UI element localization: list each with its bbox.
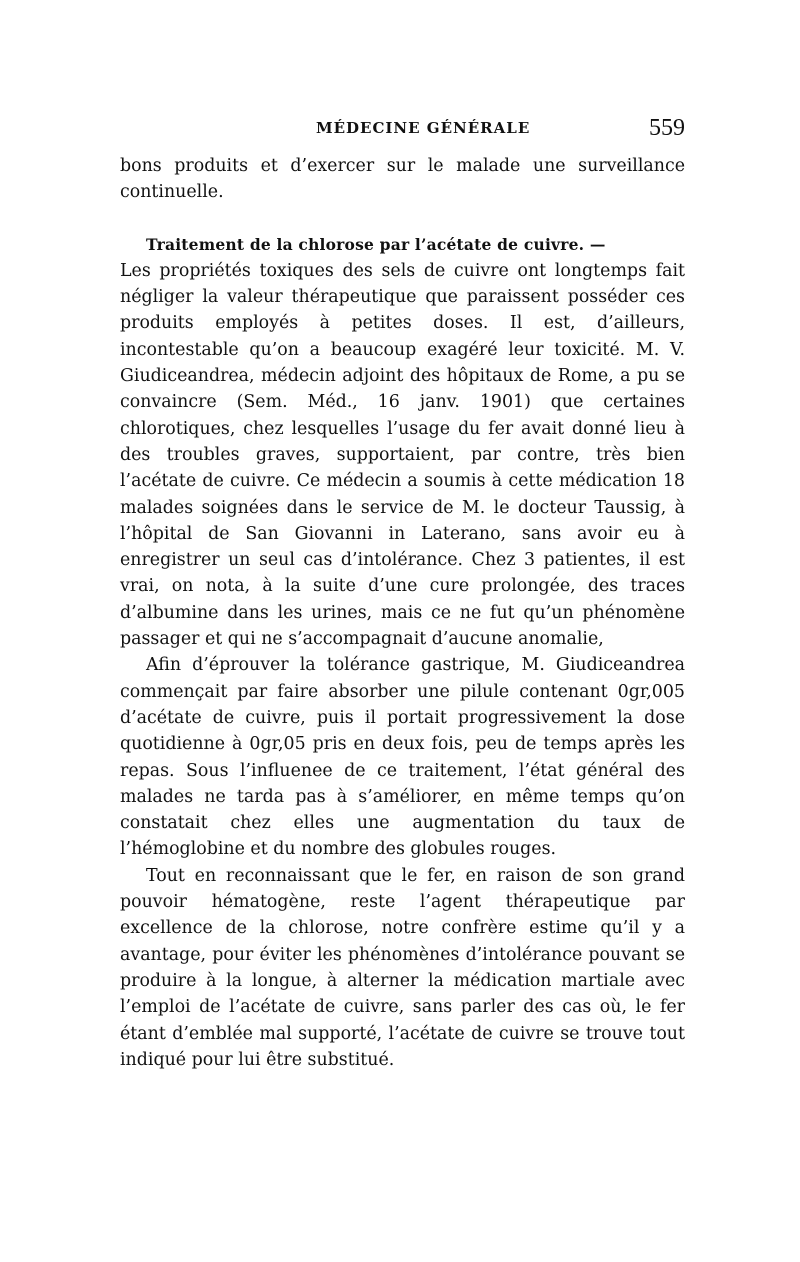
paragraph-3: Tout en reconnaissant que le fer, en raison de son grand pouvoir hématogène, reste l’agent thérapeutique par excellence de la chlorose, notre confrère estime qu’il y a avantage, pour éviter les phénomènes d’intolérance pouvant se produire à la longue, à alterner la médication martiale avec l’emploi de l’acétate de cuivre, sans parler des cas où, le fer étant d’emblée mal supporté, l’acétate de cuivre se trouve tout indiqué pour lui être substitué.: [120, 865, 685, 1070]
running-head: [120, 115, 685, 145]
section-title: Traitement de la chlorose par l’acétate de cuivre. —: [146, 234, 606, 254]
paragraph-continuation: bons produits et d’exercer sur le malade une surveillance continuelle.: [120, 156, 685, 203]
paragraph-2: Afin d’éprouver la tolérance gastrique, M. Giudiceandrea commençait par faire absorber une pilule contenant 0gr,005 d’acétate de cuivre, puis il portait progressivement la dose quotidienne à 0gr,05 pris en deux fois, peu de temps après les repas. Sous l’influenee de ce traitement, l’état général des malades ne tarda pas à s’améliorer, en même temps qu’on constatait chez elles une augmentation du taux de l’hémoglobine et du nombre des globules rouges.: [120, 655, 685, 860]
page-number: 559: [649, 115, 685, 141]
body-text: [120, 153, 685, 1073]
running-head-title: MÉDECINE GÉNÉRALE: [316, 119, 531, 137]
section-gap: [120, 206, 685, 232]
paragraph-1: Les propriétés toxiques des sels de cuivre ont longtemps fait négliger la valeur thérapeutique que paraissent posséder ces produits employés à petites doses. Il est, d’ailleurs, incontestable qu’on a beaucoup exagéré leur toxicité. M. V. Giudiceandrea, médecin adjoint des hôpitaux de Rome, a pu se convaincre (Sem. Méd., 16 janv. 1901) que certaines chlorotiques, chez lesquelles l’usage du fer avait donné lieu à des troubles graves, supportaient, par contre, très bien l’acétate de cuivre. Ce médecin a soumis à cette médication 18 malades soignées dans le service de M. le docteur Taussig, à l’hôpital de San Giovanni in Laterano, sans avoir eu à enregistrer un seul cas d’intolérance. Chez 3 patientes, il est vrai, on nota, à la suite d’une cure prolongée, des traces d’albumine dans les urines, mais ce ne fut qu’un phénomène passager et qui ne s’accompagnait d’aucune anomalie,: [120, 260, 685, 650]
section-paragraph: [120, 232, 685, 653]
